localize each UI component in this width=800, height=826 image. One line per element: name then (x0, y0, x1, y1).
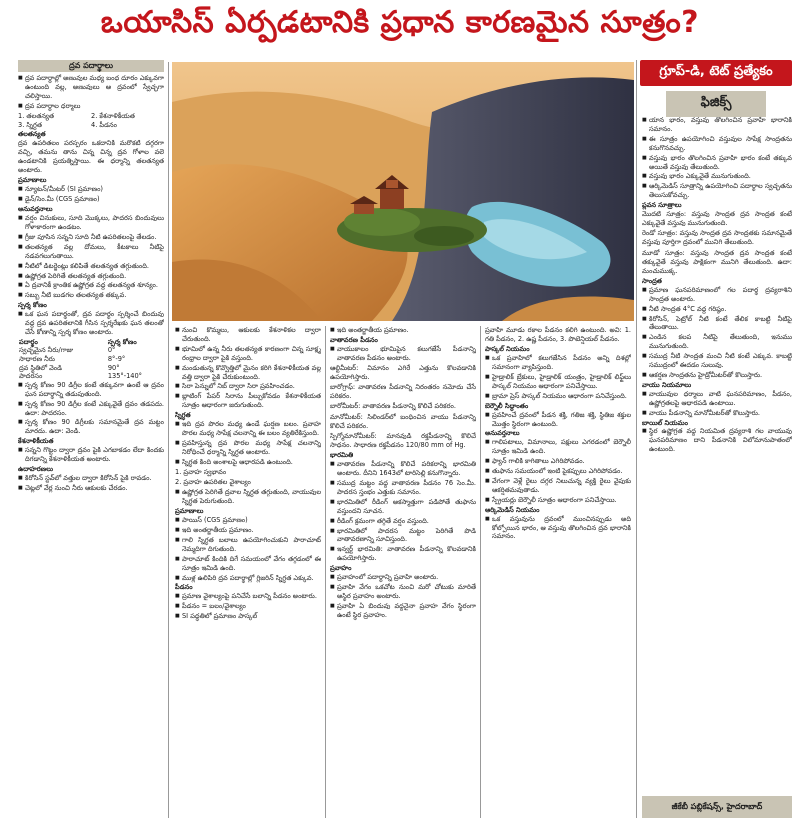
prop-item: 3. స్నిగ్ధత (18, 120, 42, 129)
subheading-atmospheric-pressure: వాతావరణ పీడనం (330, 335, 378, 344)
column-divider (168, 62, 169, 818)
paragraph: మూడో సూత్రం: వస్తువు సాంద్రత ద్రవ సాంద్రత కంటే తక్కువైతే వస్తువు పాక్షికంగా మునిగి తేలుతుంది. ఉదా: మంచుముక్క. (642, 248, 792, 275)
list-item: ■ ద్రవ పదార్థాల ధర్మాలు (25, 102, 164, 111)
capillarity-continued-list (175, 326, 321, 410)
column-4 (485, 326, 631, 820)
list-item: ■ వాయువుల ధర్మాలు వాటి ఘనపరిమాణం, పీడనం, ఉష్ణోగ్రతలపై ఆధారపడి ఉంటాయి. (649, 390, 792, 408)
table-cell: ద్రవ స్థితిలో వెండి (19, 363, 63, 372)
contact-angle-list (18, 310, 164, 337)
table-cell: 90° (107, 363, 120, 372)
applications-list (485, 438, 631, 504)
section-title-liquids: ద్రవ పదార్థాలు (18, 60, 164, 72)
table-cell: స్వచ్ఛమైన నీరు/గాజు (19, 346, 74, 355)
si-unit-list (330, 326, 476, 335)
props-row (18, 121, 164, 130)
table-row (18, 372, 164, 381)
subheading-gas-laws: వాయు నియమాలు (642, 380, 692, 389)
list-item: ■ భూమిలో ఉన్న నీరు తలతన్యత కారణంగా చిన్న సూక్ష్మ రంధ్రాల ద్వారా పైకి వస్తుంది. (182, 345, 321, 363)
list-item: ■ గాలిపటాలు, విమానాలు, పక్షులు ఎగరడంలో బెర్నౌలీ సూత్రం ఇమిడి ఉంది. (492, 438, 631, 456)
topic-tags (640, 60, 792, 117)
list-item: ■ స్పర్శ కోణం 90 డిగ్రీలకు సమానమైతే ద్రవ మట్టం మారదు. ఉదా: వెండి. (25, 418, 164, 436)
list-item: ■ ఆర్కిమెడిస్ సూత్రాన్ని ఉపయోగించి పదార్థాల స్వచ్ఛతను తెలుసుకోవచ్చు. (649, 182, 792, 200)
list-item: ■ కిరోసిన్, పెట్రోల్ నీటి కంటే తేలిక కాబట్టి నీటిపై తేలుతాయి. (649, 315, 792, 333)
list-item: ■ సబ్బు నీటి బుడగల తలతన్యత తక్కువ. (25, 291, 164, 300)
group-tag: గ్రూప్-డి, టెట్ ప్రత్యేకం (640, 60, 792, 86)
list-item: ■ భారమితిలో పాదరస మట్టం పెరిగితే పొడి వాతావరణాన్ని సూచిస్తుంది. (337, 527, 476, 545)
subheading-density: సాంద్రత (642, 276, 662, 285)
list-item: ■ రీడింగ్ క్రమంగా తగ్గితే వర్షం వస్తుంది. (337, 517, 476, 526)
subheading-pascal-law: పాస్కల్ నియమం (485, 345, 530, 354)
paragraph: బారోగ్రాఫ్: వాతావరణ పీడనాన్ని నిరంతరం నమోదు చేసే పరికరం. (330, 382, 476, 400)
list-item: ■ స్ప్రేయర్లు బెర్నౌలీ సూత్రం ఆధారంగా పనిచేస్తాయి. (492, 496, 631, 505)
prop-item: 2. కేశనాళికీయత (91, 111, 135, 120)
subject-tag: ఫిజిక్స్ (666, 91, 766, 117)
list-item: ■ తుఫాను సమయంలో ఇంటి పైకప్పులు ఎగిరిపోవడం. (492, 467, 631, 476)
list-item: ■ బ్రామా ప్రెస్ పాస్కల్ నియమం ఆధారంగా పనిచేస్తుంది. (492, 392, 631, 401)
units-list (18, 185, 164, 204)
subheading-flotation: ప్లవన సూత్రాలు (642, 201, 682, 210)
column-1 (18, 60, 164, 820)
list-item: ■ కిరోసిన్ స్టవ్‌లో వత్తుల ద్వారా కిరోసిన్ పైకి రావడం. (25, 474, 164, 483)
list-item: ■ హైడ్రాలిక్ బ్రేకులు, హైడ్రాలిక్ యంత్రం, హైడ్రాలిక్ లిఫ్ట్‌లు పాస్కల్ నియమం ఆధారంగా పనిచేస్తాయి. (492, 373, 631, 391)
bernoulli-list (485, 411, 631, 429)
list-item: ■ ముళ్ల ఉలిపిరి ద్రవ పదార్థాల్లో గ్లిజరిన్ స్నిగ్ధత ఎక్కువ. (182, 574, 321, 583)
list-item: ■ పారాచూట్ కిందికి దిగే సమయంలో వేగం తగ్గడంలో ఈ సూత్రం ఇమిడి ఉంది. (182, 555, 321, 573)
paragraph: 1. ప్రవాహ స్వభావం (175, 467, 227, 476)
pascal-list (485, 354, 631, 401)
column-divider (636, 60, 637, 818)
subheading-surface-tension: తలతన్యత (18, 130, 46, 139)
list-item: ■ వాయుకాలం భూమిపైన కలుగజేసే పీడనాన్ని వాతావరణ పీడనం అంటారు. (337, 345, 476, 363)
list-item: ■ సిరా పెన్నులో నిబ్ ద్వారా సిరా ప్రవహించడం. (182, 382, 321, 391)
density-list (642, 286, 792, 380)
list-item: ■ ప్రవహించే ద్రవంలో పీడన శక్తి, గతిజ శక్తి, స్థితిజ శక్తుల మొత్తం స్థిరంగా ఉంటుంది. (492, 411, 631, 429)
units-list (175, 516, 321, 582)
list-item: ■ నీటిలో డిటర్జెంట్లు కలిపితే తలతన్యత తగ్గుతుంది. (25, 262, 164, 271)
column-5 (642, 116, 792, 792)
viscosity-list (175, 420, 321, 467)
props-row (18, 112, 164, 121)
list-item: ■ ఈ సూత్రం ఉపయోగించి వస్తువుల సాపేక్ష సాంద్రతను కనుగొనవచ్చు. (649, 135, 792, 153)
list-item: ■ ఇది అంతర్జాతీయ ప్రమాణం. (182, 526, 321, 535)
paragraph: బారోమీటర్: వాతావరణ పీడనాన్ని కొలిచే పరికరం. (330, 402, 456, 411)
list-item: ■ బ్లాటింగ్ పేపర్ సిరాను పీల్చుకోవడం కేశనాళికీయత సూత్రం ఆధారంగా జరుగుతుంది. (182, 392, 321, 410)
list-item: ■ భారమితిలో రీడింగ్ అకస్మాత్తుగా పడిపోతే తుఫాను వస్తుందని సూచన. (337, 498, 476, 516)
subheading-pressure: పీడనం (175, 583, 193, 592)
applications-list (18, 214, 164, 300)
archimedes-list (485, 515, 631, 542)
paragraph: రెండో సూత్రం: వస్తువు సాంద్రత ద్రవ సాంద్రతకు సమానమైతే వస్తువు పూర్తిగా ద్రవంలో మునిగి తేలుతుంది. (642, 229, 792, 247)
list-item: ■ ప్రవహిస్తున్న ద్రవ పొరల మధ్య సాపేక్ష చలనాన్ని నిరోధించే ధర్మాన్ని స్నిగ్ధత అంటారు. (182, 439, 321, 457)
subheading-examples: ఉదాహరణలు (18, 465, 54, 473)
list-item: ■ వాయు పీడనాన్ని మానోమీటర్‌తో కొలుస్తారు. (649, 409, 792, 418)
list-item: ■ గాలి స్నిగ్ధత బలాలు ఉపయోగించుకుని పారాచూట్ నెమ్మదిగా దిగుతుంది. (182, 536, 321, 554)
paragraph: ప్రవాహి మూడు రకాల పీడనం కలిగి ఉంటుంది. అవి: 1. గతి పీడనం, 2. ఉష్ణ పీడనం, 3. పొటెన్షియల్ పీడనం. (485, 326, 631, 343)
list-item: ■ ఏ ద్రవానికీ క్రాంతిక ఉష్ణోగ్రత వద్ద తలతన్యత శూన్యం. (25, 281, 164, 290)
table-cell: 0° (107, 346, 116, 355)
list-item: ■ ఒక ఘన పదార్థంతో, ద్రవ పదార్థం స్పర్శించే బిందువు వద్ద ద్రవ ఉపరితలానికి గీసిన స్పర్శరేఖకు ఘన తలంతో చేసే కోణాన్ని స్పర్శ కోణం అంటారు. (25, 310, 164, 337)
list-item: ■ ద్రవ పదార్థాల్లో అణువుల మధ్య బంధ దూరం ఎక్కువగా ఉంటుంది వల్ల, అణువులు ఆ ద్రవంలో స్వేచ్ఛగా చలిస్తాయి. (25, 74, 164, 101)
prop-item: 1. తలతన్యత (18, 111, 55, 120)
subheading-contact-angle: స్పర్శ కోణం (18, 301, 47, 310)
list-item: ■ ఒక వస్తువును ద్రవంలో ముంచినప్పుడు అది కోల్పోయిన భారం, ఆ వస్తువు తొలగించిన ద్రవ భారానికి సమానం. (492, 515, 631, 542)
list-item: ■ యాన భారం, వస్తువు తొలగించిన ప్రవాహి భారానికి సమానం. (649, 116, 792, 134)
list-item: ■ గ్రీజు పూసిన సన్నని సూది నీటి ఉపరితలంపై తేలడం. (25, 233, 164, 242)
table-header-cell: పదార్థం (19, 337, 38, 346)
list-item: ■ పీడనం = బలం/వైశాల్యం (182, 602, 321, 611)
column-divider (480, 326, 481, 818)
subheading-applications: అనువర్తనాలు (485, 429, 520, 438)
list-item: ■ ఉష్ణోగ్రత పెరిగితే ద్రవాల స్నిగ్ధత తగ్గుతుంది, వాయువుల స్నిగ్ధత పెరుగుతుంది. (182, 488, 321, 506)
list-item: ■ వాతావరణ పీడనాన్ని కొలిచే పరికరాన్ని భారమితి అంటారు. దీనిని 1643లో టారిసెల్లి కనుగొన్నారు. (337, 460, 476, 478)
table-row (18, 364, 164, 373)
list-item: ■ సన్నని గొట్టం ద్వారా ద్రవం పైకి ఎగబాకడం లేదా కిందకు దిగడాన్ని కేశనాళికీయత అంటారు. (25, 446, 164, 464)
column-divider (325, 326, 326, 818)
list-item: ■ ఇన్వర్ట్ భారమితి: వాతావరణ పీడనాన్ని కొలవడానికి ఉపయోగిస్తారు. (337, 545, 476, 563)
list-item: ■ స్థిర ఉష్ణోగ్రత వద్ద నియమిత ద్రవ్యరాశి గల వాయువు ఘనపరిమాణం దాని పీడనానికి విలోమానుపాతంలో ఉంటుంది. (649, 427, 792, 454)
list-item: ■ ఉష్ణోగ్రత పెరిగితే తలతన్యత తగ్గుతుంది. (25, 272, 164, 281)
list-item: ■ ప్రవాహి వేగం ఒకచోట నుంచి మరో చోటుకు మారితే అస్థిర ప్రవాహం అంటారు. (337, 583, 476, 601)
gas-laws-list (642, 390, 792, 418)
capillarity-list (18, 446, 164, 464)
list-item: ■ స్పర్శ కోణం 90 డిగ్రీల కంటే తక్కువగా ఉంటే ఆ ద్రవం ఘన పదార్థాన్ని తడుపుతుంది. (25, 381, 164, 399)
paragraph: ఆల్టిమీటర్: విమానం ఎగిరే ఎత్తును కొలవడానికి ఉపయోగిస్తారు. (330, 363, 476, 381)
intro-list (18, 74, 164, 111)
contact-angle-notes (18, 381, 164, 436)
subheading-applications: అనువర్తనాలు (18, 205, 53, 214)
list-item: ■ ఎండిన కలప నీటిపై తేలుతుంది, ఇనుము మునుగుతుంది. (649, 333, 792, 351)
list-item: ■ ప్రమాణ వైశాల్యంపై పనిచేసే బలాన్ని పీడనం అంటారు. (182, 592, 321, 601)
list-item: ■ ప్రవాహంలో పదార్థాన్ని ప్రవాహి అంటారు. (337, 573, 476, 582)
list-item: ■ నుంచి కొమ్మలు, ఆకులకు కేశనాళికల ద్వారా చేరుతుంది. (182, 326, 321, 344)
table-cell: సాధారణ నీరు (19, 355, 55, 364)
list-item: ■ ఆకర్షణ సాంద్రతను హైడ్రోమీటర్‌తో కొలుస్తారు. (649, 371, 792, 380)
paragraph: మానోమీటర్: సిలిండర్‌లో బంధించిన వాయు పీడనాన్ని కొలిచే పరికరం. (330, 412, 476, 430)
list-item: ■ స్పర్శ కోణం 90 డిగ్రీల కంటే ఎక్కువైతే ద్రవం తడపదు. ఉదా: పాదరసం. (25, 400, 164, 418)
list-item: ■ వేగంగా వెళ్లే రైలు దగ్గర నిలుచున్న వ్యక్తి రైలు వైపుకు ఆకర్షితమవుతాడు. (492, 477, 631, 495)
table-header-cell: స్పర్శ కోణం (107, 337, 137, 346)
list-item: ■ ఇది అంతర్జాతీయ ప్రమాణం. (337, 326, 476, 335)
paragraph: మొదటి సూత్రం: వస్తువు సాంద్రత ద్రవ సాంద్రత కంటే ఎక్కువైతే వస్తువు మునుగుతుంది. (642, 210, 792, 227)
subheading-capillarity: కేశనాళికీయత (18, 437, 54, 446)
list-item: ■ పాయిస్ (CGS ప్రమాణం) (182, 516, 321, 525)
list-item: ■ ప్రమాణ ఘనపరిమాణంలో గల పదార్థ ద్రవ్యరాశిని సాంద్రత అంటారు. (649, 286, 792, 304)
column-3 (330, 326, 476, 820)
table-row (18, 355, 164, 364)
subheading-units: ప్రమాణాలు (18, 176, 47, 185)
barometer-list (330, 460, 476, 563)
publisher-credit: జీకేబీ పబ్లికేషన్స్, హైదరాబాద్ (642, 796, 792, 818)
column-2 (175, 326, 321, 820)
subheading-flow: ప్రవాహం (330, 564, 352, 573)
atmospheric-list (330, 345, 476, 363)
oasis-photo-icon (172, 62, 634, 321)
list-item: ■ ఫ్యాన్ గాలికి కాగితాలు ఎగిరిపోవడం. (492, 457, 631, 466)
examples-list (18, 474, 164, 493)
list-item: ■ తలతన్యత వల్ల దోమలు, కీటకాలు నీటిపై నడవగలుగుతాయి. (25, 243, 164, 261)
list-item: ■ వర్షం చినుకులు, సూది మొక్కలు, పాదరస బిందువులు గోళాకారంగా ఉండటం. (25, 214, 164, 232)
table-cell: 8°-9° (107, 355, 126, 364)
headline: ఒయాసిస్ ఏర్పడటానికి ప్రధాన కారణమైన సూత్రం? (100, 5, 700, 40)
list-item: ■ వస్తువు భారం ఎక్కువైతే మునుగుతుంది. (649, 172, 792, 181)
paragraph: ద్రవ ఉపరితలం పరస్పరం ఒకదానికి మరొకటి దగ్గరగా వచ్చి, తమను తాను చిన్న చిన్న ద్రవ గోళాల వలె ఉండటానికి ప్రయత్నిస్తాయి. ఈ ధర్మాన్ని తలతన్యత అంటారు. (18, 139, 164, 175)
subheading-viscosity: స్నిగ్ధత (175, 411, 191, 420)
list-item: ■ న్యూటన్/మీటర్ (SI ప్రమాణం) (25, 185, 164, 194)
contact-angle-table (18, 338, 164, 381)
oasis-desert-photo (172, 62, 634, 321)
list-item: ■ స్నిగ్ధత కింది అంశాలపై ఆధారపడి ఉంటుంది. (182, 458, 321, 467)
table-cell: పాదరసం (19, 372, 43, 381)
list-item: ■ ఒక ప్రవాహిలో కలుగజేసిన పీడనం అన్ని దిశల్లో సమానంగా వ్యాపిస్తుంది. (492, 354, 631, 372)
prop-item: 4. పీడనం (91, 120, 117, 129)
list-item: ■ నీటి సాంద్రత 4°C వద్ద గరిష్ఠం. (649, 305, 792, 314)
list-item: ■ SI పద్ధతిలో ప్రమాణం పాస్కల్ (182, 612, 321, 621)
list-item: ■ సముద్ర నీటి సాంద్రత మంచి నీటి కంటే ఎక్కువ. కాబట్టి సముద్రంలో ఈదడం సులువు. (649, 352, 792, 370)
subheading-bernoulli: బెర్నౌలీ సిద్ధాంతం (485, 401, 529, 410)
table-header-row (18, 338, 164, 347)
viscosity-notes (175, 488, 321, 506)
pressure-list (175, 592, 321, 621)
flow-list (330, 573, 476, 620)
list-item: ■ సముద్ర మట్టం వద్ద వాతావరణ పీడనం 76 సెం.మీ. పాదరస స్తంభం ఎత్తుకు సమానం. (337, 479, 476, 497)
list-item: ■ మండుతున్న కొవ్వొత్తిలో మైనం కరిగి కేశనాళికీయత వల్ల వత్తి ద్వారా పైకి చేరుకుంటుంది. (182, 364, 321, 382)
paragraph: స్పిగ్మోమానోమీటర్: మానవుడి రక్తపీడనాన్ని కొలిచే సాధనం. సాధారణ రక్తపీడనం 120/80 mm of Hg. (330, 431, 476, 449)
boyle-list (642, 427, 792, 454)
table-row (18, 346, 164, 355)
list-item: ■ ఇది ద్రవ పొరల మధ్య ఉండే ఘర్షణ బలం. ప్రవాహ పొరల మధ్య సాపేక్ష చలనాన్ని ఈ బలం వ్యతిరేకిస్తుంది. (182, 420, 321, 438)
subheading-units: ప్రమాణాలు (175, 507, 204, 516)
subheading-archimedes: ఆర్కిమెడిస్ నియమం (485, 505, 540, 514)
list-item: ■ ప్రవాహి ఏ బిందువు వద్దనైనా ప్రవాహ వేగం స్థిరంగా ఉంటే స్థిర ప్రవాహం. (337, 602, 476, 620)
list-item: ■ చెట్లలో వేర్ల నుంచి నీరు ఆకులకు చేరడం. (25, 484, 164, 493)
archimedes-continued-list (642, 116, 792, 200)
subheading-boyle-law: బాయిల్ నియమం (642, 418, 688, 427)
table-cell: 135°-140° (107, 372, 142, 381)
list-item: ■ డైన్/సెం.మీ (CGS ప్రమాణం) (25, 195, 164, 204)
subheading-barometer: భారమితి (330, 451, 354, 460)
paragraph: 2. ప్రవాహ ఉపరితల వైశాల్యం (175, 478, 251, 486)
list-item: ■ వస్తువు భారం తొలగించిన ప్రవాహి భారం కంటే తక్కువ అయితే వస్తువు తేలుతుంది. (649, 154, 792, 172)
